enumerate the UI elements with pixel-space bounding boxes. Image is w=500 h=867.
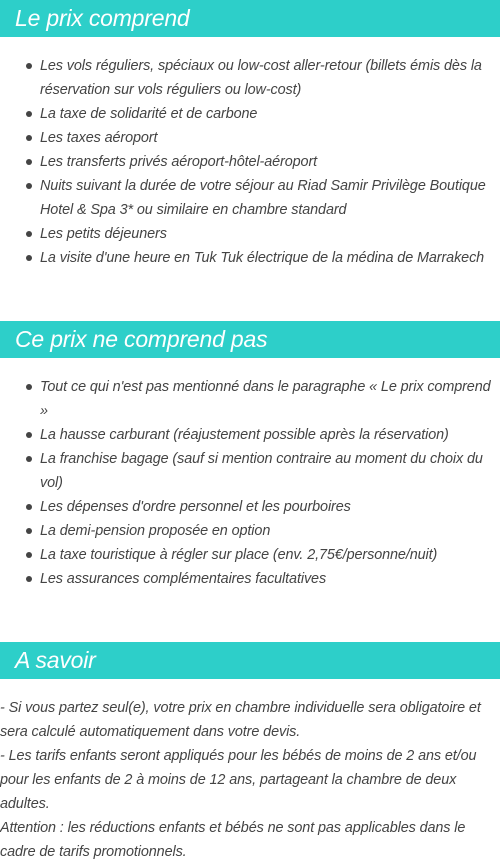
list-item: Les assurances complémentaires facultatives bbox=[0, 567, 500, 591]
section-not-included bbox=[0, 321, 500, 591]
list-item: Les transferts privés aéroport-hôtel-aéroport bbox=[0, 150, 500, 174]
list-item: La visite d'une heure en Tuk Tuk électrique de la médina de Marrakech bbox=[0, 246, 500, 270]
list-item: La franchise bagage (sauf si mention contraire au moment du choix du vol) bbox=[0, 447, 500, 495]
section-included bbox=[0, 0, 500, 270]
section-header-included: Le prix comprend bbox=[0, 0, 500, 37]
list-item: Tout ce qui n'est pas mentionné dans le paragraphe « Le prix comprend » bbox=[0, 375, 500, 423]
list-item: Les dépenses d'ordre personnel et les pourboires bbox=[0, 495, 500, 519]
section-good-to-know bbox=[0, 642, 500, 864]
list-item: Nuits suivant la durée de votre séjour au Riad Samir Privilège Boutique Hotel & Spa 3* ou similaire en chambre standard bbox=[0, 174, 500, 222]
note-paragraph: Attention : les réductions enfants et bébés ne sont pas applicables dans le cadre de tarifs promotionnels. bbox=[0, 820, 466, 860]
section-header-not-included: Ce prix ne comprend pas bbox=[0, 321, 500, 358]
section-header-good-to-know: A savoir bbox=[0, 642, 500, 679]
list-item: La demi-pension proposée en option bbox=[0, 519, 500, 543]
list-item: La hausse carburant (réajustement possible après la réservation) bbox=[0, 423, 500, 447]
list-item: La taxe touristique à régler sur place (env. 2,75€/personne/nuit) bbox=[0, 543, 500, 567]
list-item: Les petits déjeuners bbox=[0, 222, 500, 246]
good-to-know-text bbox=[0, 696, 500, 864]
list-item: La taxe de solidarité et de carbone bbox=[0, 102, 500, 126]
not-included-list bbox=[0, 375, 500, 591]
list-item: Les vols réguliers, spéciaux ou low-cost aller-retour (billets émis dès la réservation sur vols réguliers ou low-cost) bbox=[0, 54, 500, 102]
note-paragraph: - Si vous partez seul(e), votre prix en chambre individuelle sera obligatoire et sera calculé automatiquement dans votre devis. bbox=[0, 700, 481, 740]
included-list bbox=[0, 54, 500, 270]
note-paragraph: - Les tarifs enfants seront appliqués pour les bébés de moins de 2 ans et/ou pour les enfants de 2 à moins de 12 ans, partageant la chambre de deux adultes. bbox=[0, 748, 477, 812]
list-item: Les taxes aéroport bbox=[0, 126, 500, 150]
